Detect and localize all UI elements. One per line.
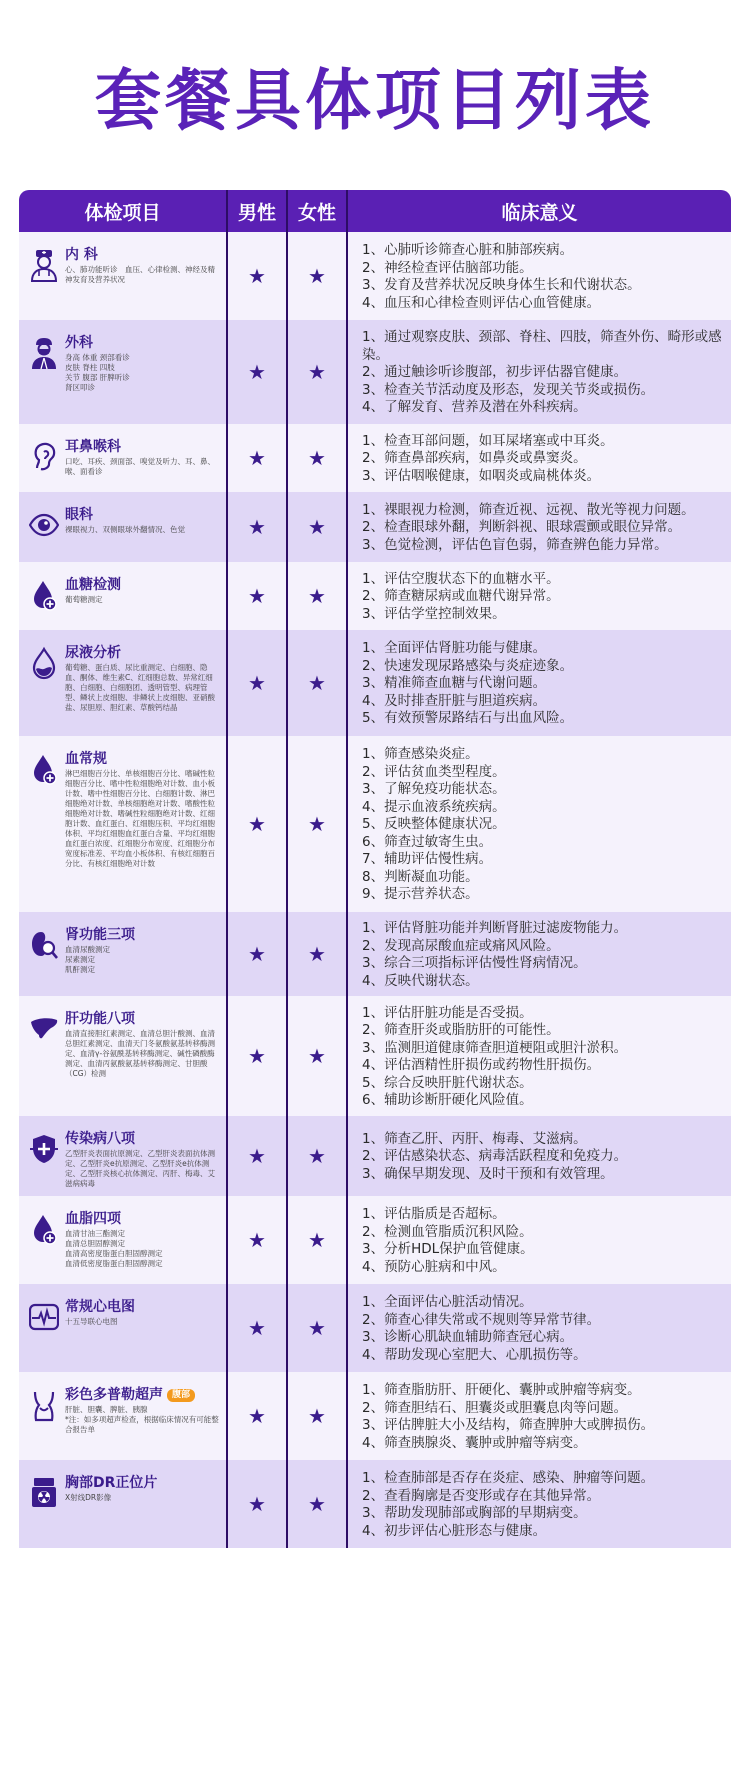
male-star-icon: ★	[228, 424, 288, 492]
female-star-icon: ★	[288, 1284, 348, 1372]
blood-drop-icon	[29, 578, 59, 612]
item-name: 肾功能三项	[65, 927, 135, 943]
meaning-line: 1、检查耳部问题，如耳屎堵塞或中耳炎。	[362, 432, 614, 449]
item-cell	[19, 736, 228, 912]
female-star-icon: ★	[288, 492, 348, 562]
meaning-line: 4、预防心脏病和中风。	[362, 1258, 506, 1275]
table-row	[19, 492, 731, 562]
male-star-icon: ★	[228, 1284, 288, 1372]
female-star-icon: ★	[288, 1460, 348, 1548]
item-cell	[19, 492, 228, 562]
meaning-cell	[348, 1372, 731, 1460]
male-star-icon: ★	[228, 1372, 288, 1460]
meaning-line: 1、筛查脂肪肝、肝硬化、囊肿或肿瘤等病变。	[362, 1382, 641, 1398]
liver-icon	[29, 1012, 59, 1046]
male-star-icon: ★	[228, 1116, 288, 1196]
table-row	[19, 1372, 731, 1460]
item-desc: 乙型肝炎表面抗原测定、乙型肝炎表面抗体测定、乙型肝炎e抗原测定、乙型肝炎e抗体测定、乙型肝炎核心抗体测定、丙肝、梅毒、艾滋病病毒	[65, 1149, 215, 1188]
ultrasound-icon	[29, 1388, 59, 1422]
female-star-icon: ★	[288, 320, 348, 424]
meaning-line: 5、有效预警尿路结石与出血风险。	[362, 710, 574, 727]
meaning-line: 2、神经检查评估脑部功能。	[362, 259, 533, 276]
meaning-line: 6、筛查过敏寄生虫。	[362, 833, 493, 850]
meaning-line: 4、帮助发现心室肥大、心肌损伤等。	[362, 1346, 587, 1363]
header-item: 体检项目	[19, 190, 228, 232]
male-star-icon: ★	[228, 736, 288, 912]
urine-drop-icon	[29, 646, 59, 680]
meaning-cell	[348, 630, 731, 736]
item-name: 胸部DR正位片	[65, 1475, 158, 1491]
item-desc: 十五导联心电图	[65, 1317, 118, 1326]
meaning-line: 3、评估学堂控制效果。	[362, 605, 506, 622]
meaning-line: 1、评估肝脏功能是否受损。	[362, 1004, 533, 1021]
table-row	[19, 1460, 731, 1548]
meaning-line: 2、筛查胆结石、胆囊炎或胆囊息肉等问题。	[362, 1399, 628, 1416]
eye-icon	[29, 508, 59, 542]
female-star-icon: ★	[288, 736, 348, 912]
meaning-line: 2、筛查糖尿病或血糖代谢异常。	[362, 588, 560, 605]
meaning-line: 1、筛查感染炎症。	[362, 746, 479, 763]
meaning-line: 3、分析HDL保护血管健康。	[362, 1241, 534, 1257]
table-row	[19, 1116, 731, 1196]
item-name: 肝功能八项	[65, 1011, 135, 1027]
item-name: 血糖检测	[65, 577, 121, 593]
item-name: 耳鼻喉科	[65, 439, 121, 455]
item-cell	[19, 1372, 228, 1460]
kidney-icon	[29, 928, 59, 962]
header-female: 女性	[288, 190, 348, 232]
meaning-line: 1、全面评估心脏活动情况。	[362, 1294, 533, 1310]
meaning-line: 1、通过观察皮肤、颈部、脊柱、四肢，筛查外伤、畸形或感染。	[362, 329, 722, 363]
meaning-line: 5、反映整体健康状况。	[362, 816, 506, 833]
item-desc: 裸眼视力、双侧眼球外翻情况、色觉	[65, 525, 185, 534]
item-desc: 血清直接胆红素测定、血清总胆汁酸测、血清总胆红素测定、血清天门冬氨酸氨基转移酶测定、血清γ-谷氨酰基转移酶测定、碱性磷酸酶测定、血清丙氨酸氨基转移酶测定、甘胆酸（CG）检测	[65, 1029, 215, 1078]
item-name: 内 科	[65, 247, 98, 263]
item-cell	[19, 1284, 228, 1372]
table-row	[19, 912, 731, 996]
meaning-line: 2、筛查肝炎或脂肪肝的可能性。	[362, 1022, 560, 1038]
male-star-icon: ★	[228, 996, 288, 1116]
shield-plus-icon	[29, 1132, 59, 1166]
female-star-icon: ★	[288, 232, 348, 320]
item-desc: 肝脏、胆囊、脾脏、胰腺 *注：如多项超声检查，根据临床情况有可能整合报告单	[65, 1405, 219, 1434]
meaning-cell	[348, 912, 731, 996]
meaning-line: 4、筛查胰腺炎、囊肿或肿瘤等病变。	[362, 1434, 587, 1451]
meaning-line: 2、评估贫血类型程度。	[362, 763, 506, 780]
item-name: 血常规	[65, 751, 107, 767]
male-star-icon: ★	[228, 320, 288, 424]
item-cell	[19, 320, 228, 424]
meaning-cell	[348, 1284, 731, 1372]
meaning-line: 8、判断凝血功能。	[362, 868, 479, 885]
table-row	[19, 736, 731, 912]
item-cell	[19, 1116, 228, 1196]
meaning-line: 1、全面评估肾脏功能与健康。	[362, 640, 547, 657]
meaning-line: 3、诊断心肌缺血辅助筛查冠心病。	[362, 1329, 574, 1345]
male-star-icon: ★	[228, 492, 288, 562]
item-cell	[19, 996, 228, 1116]
meaning-line: 2、评估感染状态、病毒活跃程度和免疫力。	[362, 1148, 628, 1165]
meaning-line: 2、发现高尿酸血症或痛风风险。	[362, 937, 560, 954]
item-name: 尿液分析	[65, 645, 121, 661]
meaning-cell	[348, 424, 731, 492]
item-name: 外科	[65, 335, 93, 351]
item-cell	[19, 1460, 228, 1548]
table-row	[19, 1284, 731, 1372]
meaning-line: 2、快速发现尿路感染与炎症迹象。	[362, 657, 574, 674]
female-star-icon: ★	[288, 996, 348, 1116]
table-row	[19, 562, 731, 630]
meaning-line: 4、及时排查肝脏与胆道疾病。	[362, 692, 547, 709]
meaning-line: 1、裸眼视力检测，筛查近视、远视、散光等视力问题。	[362, 501, 695, 518]
item-cell	[19, 630, 228, 736]
male-star-icon: ★	[228, 562, 288, 630]
table-body	[19, 232, 731, 1548]
female-star-icon: ★	[288, 1372, 348, 1460]
meaning-line: 6、辅助诊断肝硬化风险值。	[362, 1092, 533, 1108]
female-star-icon: ★	[288, 912, 348, 996]
surgeon-icon	[29, 336, 59, 370]
meaning-line: 4、反映代谢状态。	[362, 972, 479, 989]
meaning-cell	[348, 320, 731, 424]
item-name: 常规心电图	[65, 1299, 135, 1315]
meaning-line: 3、精准筛查血糖与代谢问题。	[362, 675, 547, 692]
female-star-icon: ★	[288, 424, 348, 492]
table-row	[19, 232, 731, 320]
meaning-line: 4、血压和心律检查则评估心血管健康。	[362, 294, 601, 311]
meaning-line: 2、检查眼球外翻，判断斜视、眼球震颤或眼位异常。	[362, 519, 682, 536]
ent-icon	[29, 440, 59, 474]
meaning-cell	[348, 1116, 731, 1196]
meaning-line: 7、辅助评估慢性病。	[362, 851, 493, 868]
male-star-icon: ★	[228, 1460, 288, 1548]
meaning-line: 4、了解发育、营养及潜在外科疾病。	[362, 399, 587, 416]
meaning-line: 4、提示血液系统疾病。	[362, 798, 506, 815]
item-cell	[19, 562, 228, 630]
meaning-line: 1、检查肺部是否存在炎症、感染、肿瘤等问题。	[362, 1470, 655, 1486]
item-name: 血脂四项	[65, 1211, 121, 1227]
item-desc: 血清甘油三酯测定 血清总胆固醇测定 血清高密度脂蛋白胆固醇测定 血清低密度脂蛋白胆固醇测定	[65, 1229, 163, 1268]
meaning-cell	[348, 562, 731, 630]
meaning-line: 3、确保早期发现、及时干预和有效管理。	[362, 1165, 614, 1182]
meaning-line: 2、筛查鼻部疾病，如鼻炎或鼻窦炎。	[362, 450, 587, 467]
meaning-line: 3、色觉检测，评估色盲色弱，筛查辨色能力异常。	[362, 536, 668, 553]
female-star-icon: ★	[288, 562, 348, 630]
meaning-line: 3、帮助发现肺部或胸部的早期病变。	[362, 1505, 587, 1521]
female-star-icon: ★	[288, 1196, 348, 1284]
meaning-cell	[348, 1460, 731, 1548]
blood-drop-icon	[29, 752, 59, 786]
meaning-line: 4、评估酒精性肝损伤或药物性肝损伤。	[362, 1057, 601, 1073]
male-star-icon: ★	[228, 630, 288, 736]
meaning-line: 1、评估脂质是否超标。	[362, 1206, 506, 1222]
meaning-line: 2、查看胸廓是否变形或存在其他异常。	[362, 1487, 601, 1504]
meaning-line: 5、综合反映肝脏代谢状态。	[362, 1074, 533, 1091]
item-desc: 口吃、耳疾、颈面部、嗅觉及听力、耳、鼻、喉、面看诊	[65, 457, 215, 476]
doctor-icon	[29, 248, 59, 282]
item-desc: 心、肺功能听诊 血压、心律检测、神经及精神发育及营养状况	[65, 265, 215, 284]
male-star-icon: ★	[228, 912, 288, 996]
meaning-line: 4、初步评估心脏形态与健康。	[362, 1522, 547, 1539]
meaning-line: 2、筛查心律失常或不规则等异常节律。	[362, 1311, 601, 1328]
meaning-line: 1、评估空腹状态下的血糖水平。	[362, 570, 560, 587]
meaning-line: 3、了解免疫功能状态。	[362, 781, 506, 798]
female-star-icon: ★	[288, 1116, 348, 1196]
meaning-cell	[348, 1196, 731, 1284]
item-name: 彩色多普勒超声	[65, 1387, 163, 1403]
meaning-line: 2、通过触诊听诊腹部，初步评估器官健康。	[362, 364, 628, 381]
meaning-line: 3、评估咽喉健康，如咽炎或扁桃体炎。	[362, 467, 601, 484]
xray-icon	[29, 1476, 59, 1510]
item-cell	[19, 232, 228, 320]
meaning-line: 3、综合三项指标评估慢性肾病情况。	[362, 955, 587, 971]
page-title: 套餐具体项目列表	[95, 62, 655, 139]
meaning-line: 3、评估脾脏大小及结构，筛查脾肿大或脾损伤。	[362, 1417, 655, 1433]
table-row	[19, 630, 731, 736]
female-star-icon: ★	[288, 630, 348, 736]
meaning-line: 1、心肺听诊筛查心脏和肺部疾病。	[362, 242, 574, 258]
item-cell	[19, 1196, 228, 1284]
item-desc: 血清尿酸测定 尿素测定 肌酐测定	[65, 945, 110, 974]
blood-drop-icon	[29, 1212, 59, 1246]
item-cell	[19, 424, 228, 492]
header-male: 男性	[228, 190, 288, 232]
item-desc: 葡萄糖、蛋白质、尿比重测定、白细胞、隐血、酮体、维生素C、红细胞总数、异常红细胞、白细胞、白细胞团、透明管型、病理管型、鳞状上皮细胞、非鳞状上皮细胞、亚硝酸盐、尿胆原、胆红素、草酸钙结晶	[65, 663, 215, 712]
table-row	[19, 424, 731, 492]
item-desc: 淋巴细胞百分比、单核细胞百分比、嗜碱性粒细胞百分比、嗜中性粒细胞绝对计数、血小板计数、嗜中性细胞百分比、白细胞计数、淋巴细胞绝对计数、单核细胞绝对计数、嗜酸性粒细胞绝对计数、嗜碱性粒细胞绝对计数、红细胞计数、血红蛋白、红细胞压积、平均红细胞体积、平均红细胞血红蛋白含量、平均红细胞血红蛋白浓度、红细胞分布宽度、红细胞分布宽度标准差、平均血小板体积、有核红细胞百分比、有核红细胞绝对计数	[65, 769, 215, 868]
meaning-cell	[348, 232, 731, 320]
meaning-cell	[348, 736, 731, 912]
meaning-line: 9、提示营养状态。	[362, 886, 479, 903]
table-row	[19, 996, 731, 1116]
item-desc: 葡萄糖测定	[65, 595, 103, 604]
meaning-line: 3、监测胆道健康筛查胆道梗阻或胆汁淤积。	[362, 1039, 628, 1056]
package-items-table	[19, 190, 731, 1548]
item-cell	[19, 912, 228, 996]
meaning-line: 3、检查关节活动度及形态，发现关节炎或损伤。	[362, 381, 655, 398]
item-desc: X射线DR影像	[65, 1493, 112, 1502]
meaning-line: 2、检测血管脂质沉积风险。	[362, 1223, 533, 1240]
table-row	[19, 1196, 731, 1284]
header-meaning: 临床意义	[501, 201, 578, 224]
item-tag: 腹部	[167, 1389, 195, 1402]
meaning-line: 1、评估肾脏功能并判断肾脏过滤废物能力。	[362, 920, 628, 936]
meaning-line: 1、筛查乙肝、丙肝、梅毒、艾滋病。	[362, 1130, 587, 1147]
meaning-cell	[348, 996, 731, 1116]
item-name: 眼科	[65, 507, 93, 523]
item-name: 传染病八项	[65, 1131, 135, 1147]
ecg-icon	[29, 1300, 59, 1334]
male-star-icon: ★	[228, 232, 288, 320]
table-row	[19, 320, 731, 424]
male-star-icon: ★	[228, 1196, 288, 1284]
meaning-cell	[348, 492, 731, 562]
item-desc: 身高 体重 颈部看诊 皮肤 脊柱 四肢 关节 腹部 肝脾听诊 肾区叩诊	[65, 353, 130, 392]
table-header	[19, 190, 731, 232]
meaning-line: 3、发育及营养状况反映身体生长和代谢状态。	[362, 277, 641, 293]
